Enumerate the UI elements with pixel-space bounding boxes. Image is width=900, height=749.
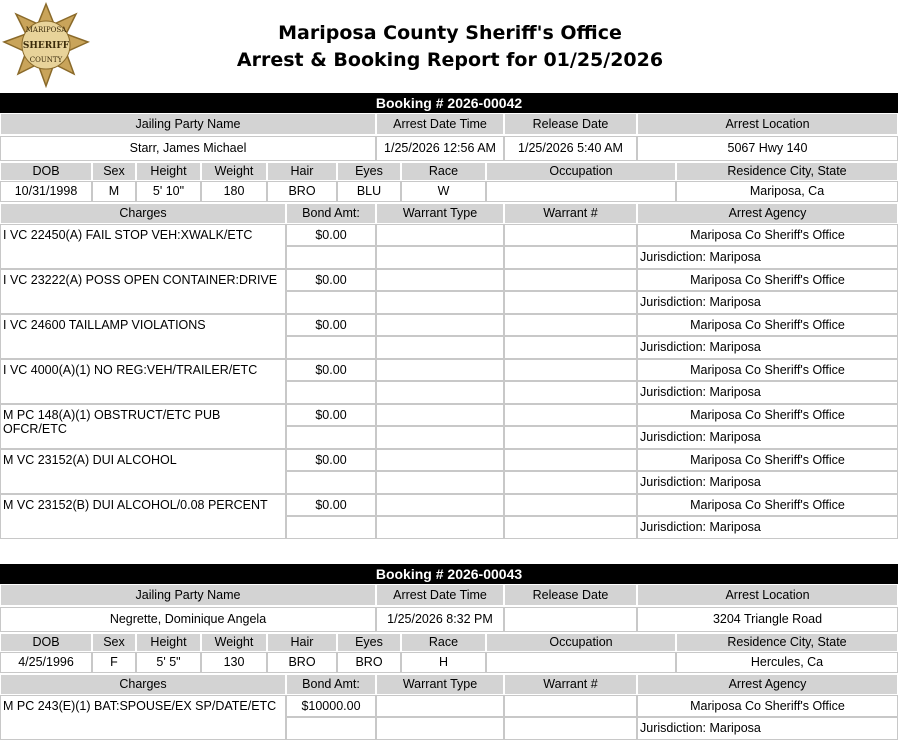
jurisdiction-value: Jurisdiction: Mariposa	[637, 246, 898, 269]
jurisdiction-spacer	[504, 717, 637, 740]
occupation-value	[486, 181, 676, 202]
arrest-date-time: 1/25/2026 12:56 AM	[376, 136, 504, 161]
weight-header: Weight	[201, 633, 267, 652]
residence-header: Residence City, State	[676, 633, 898, 652]
jailing-party-header: Jailing Party Name	[0, 584, 376, 606]
jurisdiction-value: Jurisdiction: Mariposa	[637, 426, 898, 449]
eyes-header: Eyes	[337, 633, 401, 652]
jurisdiction-spacer	[504, 246, 637, 269]
warrant-type-value	[376, 695, 504, 717]
warrant-type-blank	[376, 246, 504, 269]
warrant-type-blank	[376, 381, 504, 404]
arrest-agency-value: Mariposa Co Sheriff's Office	[637, 494, 898, 516]
charge-description: M VC 23152(A) DUI ALCOHOL	[0, 449, 286, 494]
warrant-type-blank	[376, 717, 504, 740]
dob-value: 4/25/1996	[0, 652, 92, 673]
occupation-header: Occupation	[486, 162, 676, 181]
bond-amount-blank	[286, 516, 376, 539]
charges-header: Charges	[0, 203, 286, 224]
warrant-type-value	[376, 449, 504, 471]
height-value: 5' 10"	[136, 181, 201, 202]
occupation-value	[486, 652, 676, 673]
warrant-number-value	[504, 494, 637, 516]
warrant-type-blank	[376, 471, 504, 494]
jailing-party-name: Negrette, Dominique Angela	[0, 607, 376, 632]
arrest-location: 3204 Triangle Road	[637, 607, 898, 632]
bond-header: Bond Amt:	[286, 203, 376, 224]
residence-value: Hercules, Ca	[676, 652, 898, 673]
arrest-agency-value: Mariposa Co Sheriff's Office	[637, 404, 898, 426]
arrest-agency-value: Mariposa Co Sheriff's Office	[637, 314, 898, 336]
dob-header: DOB	[0, 633, 92, 652]
warrant-number-value	[504, 224, 637, 246]
charge-description: I VC 4000(A)(1) NO REG:VEH/TRAILER/ETC	[0, 359, 286, 404]
height-header: Height	[136, 162, 201, 181]
sex-value: F	[92, 652, 136, 673]
charge-description: M PC 243(E)(1) BAT:SPOUSE/EX SP/DATE/ETC	[0, 695, 286, 740]
arrest-location-header: Arrest Location	[637, 113, 898, 135]
arrest-agency-value: Mariposa Co Sheriff's Office	[637, 269, 898, 291]
warrant-type-value	[376, 359, 504, 381]
weight-header: Weight	[201, 162, 267, 181]
bond-amount-blank	[286, 246, 376, 269]
bond-amount-blank	[286, 717, 376, 740]
arrest-agency-header: Arrest Agency	[637, 674, 898, 695]
residence-value: Mariposa, Ca	[676, 181, 898, 202]
charge-description: I VC 22450(A) FAIL STOP VEH:XWALK/ETC	[0, 224, 286, 269]
race-value: W	[401, 181, 486, 202]
charge-description: M PC 148(A)(1) OBSTRUCT/ETC PUB OFCR/ETC	[0, 404, 286, 449]
release-date	[504, 607, 637, 632]
jurisdiction-spacer	[504, 336, 637, 359]
arrest-location-header: Arrest Location	[637, 584, 898, 606]
bond-amount: $10000.00	[286, 695, 376, 717]
warrant-number-value	[504, 269, 637, 291]
jurisdiction-spacer	[504, 516, 637, 539]
race-value: H	[401, 652, 486, 673]
warrant-number-header: Warrant #	[504, 674, 637, 695]
arrest-agency-value: Mariposa Co Sheriff's Office	[637, 449, 898, 471]
bond-amount: $0.00	[286, 359, 376, 381]
warrant-number-value	[504, 449, 637, 471]
svg-text:MARIPOSA: MARIPOSA	[25, 26, 67, 34]
jurisdiction-value: Jurisdiction: Mariposa	[637, 381, 898, 404]
jurisdiction-value: Jurisdiction: Mariposa	[637, 291, 898, 314]
jurisdiction-spacer	[504, 291, 637, 314]
bond-amount-blank	[286, 426, 376, 449]
warrant-number-value	[504, 359, 637, 381]
booking-number-bar: Booking # 2026-00043	[0, 564, 898, 584]
race-header: Race	[401, 633, 486, 652]
hair-value: BRO	[267, 181, 337, 202]
arrest-date-time: 1/25/2026 8:32 PM	[376, 607, 504, 632]
bond-amount-blank	[286, 336, 376, 359]
height-value: 5' 5"	[136, 652, 201, 673]
warrant-number-header: Warrant #	[504, 203, 637, 224]
bond-amount: $0.00	[286, 224, 376, 246]
bond-amount: $0.00	[286, 314, 376, 336]
warrant-type-blank	[376, 291, 504, 314]
hair-value: BRO	[267, 652, 337, 673]
sex-value: M	[92, 181, 136, 202]
warrant-type-value	[376, 269, 504, 291]
arrest-date-header: Arrest Date Time	[376, 113, 504, 135]
race-header: Race	[401, 162, 486, 181]
jurisdiction-value: Jurisdiction: Mariposa	[637, 717, 898, 740]
charge-description: M VC 23152(B) DUI ALCOHOL/0.08 PERCENT	[0, 494, 286, 539]
dob-header: DOB	[0, 162, 92, 181]
bond-amount-blank	[286, 471, 376, 494]
release-date-header: Release Date	[504, 584, 637, 606]
eyes-header: Eyes	[337, 162, 401, 181]
hair-header: Hair	[267, 162, 337, 181]
report-subtitle: Arrest & Booking Report for 01/25/2026	[236, 49, 664, 71]
arrest-date-header: Arrest Date Time	[376, 584, 504, 606]
charge-description: I VC 23222(A) POSS OPEN CONTAINER:DRIVE	[0, 269, 286, 314]
warrant-type-header: Warrant Type	[376, 674, 504, 695]
sheriff-star-badge-icon	[2, 2, 90, 88]
dob-value: 10/31/1998	[0, 181, 92, 202]
jurisdiction-value: Jurisdiction: Mariposa	[637, 471, 898, 494]
warrant-type-blank	[376, 336, 504, 359]
bond-header: Bond Amt:	[286, 674, 376, 695]
warrant-number-value	[504, 314, 637, 336]
release-date-header: Release Date	[504, 113, 637, 135]
arrest-agency-value: Mariposa Co Sheriff's Office	[637, 359, 898, 381]
occupation-header: Occupation	[486, 633, 676, 652]
jurisdiction-spacer	[504, 381, 637, 404]
warrant-type-value	[376, 494, 504, 516]
weight-value: 180	[201, 181, 267, 202]
charge-description: I VC 24600 TAILLAMP VIOLATIONS	[0, 314, 286, 359]
svg-text:SHERIFF: SHERIFF	[22, 41, 70, 51]
bond-amount: $0.00	[286, 449, 376, 471]
bond-amount: $0.00	[286, 269, 376, 291]
sex-header: Sex	[92, 162, 136, 181]
report-title: Mariposa County Sheriff's Office	[278, 22, 622, 44]
eyes-value: BLU	[337, 181, 401, 202]
arrest-agency-value: Mariposa Co Sheriff's Office	[637, 224, 898, 246]
svg-text:COUNTY: COUNTY	[29, 56, 63, 64]
release-date: 1/25/2026 5:40 AM	[504, 136, 637, 161]
eyes-value: BRO	[337, 652, 401, 673]
bond-amount: $0.00	[286, 404, 376, 426]
weight-value: 130	[201, 652, 267, 673]
warrant-number-value	[504, 404, 637, 426]
bond-amount: $0.00	[286, 494, 376, 516]
jurisdiction-value: Jurisdiction: Mariposa	[637, 336, 898, 359]
warrant-type-header: Warrant Type	[376, 203, 504, 224]
arrest-agency-header: Arrest Agency	[637, 203, 898, 224]
height-header: Height	[136, 633, 201, 652]
hair-header: Hair	[267, 633, 337, 652]
charges-header: Charges	[0, 674, 286, 695]
jailing-party-name: Starr, James Michael	[0, 136, 376, 161]
booking-number-bar: Booking # 2026-00042	[0, 93, 898, 113]
jailing-party-header: Jailing Party Name	[0, 113, 376, 135]
warrant-type-blank	[376, 426, 504, 449]
warrant-number-value	[504, 695, 637, 717]
warrant-type-value	[376, 314, 504, 336]
arrest-agency-value: Mariposa Co Sheriff's Office	[637, 695, 898, 717]
jurisdiction-value: Jurisdiction: Mariposa	[637, 516, 898, 539]
bond-amount-blank	[286, 291, 376, 314]
report-header	[0, 0, 900, 90]
bond-amount-blank	[286, 381, 376, 404]
warrant-type-value	[376, 404, 504, 426]
arrest-location: 5067 Hwy 140	[637, 136, 898, 161]
residence-header: Residence City, State	[676, 162, 898, 181]
jurisdiction-spacer	[504, 471, 637, 494]
warrant-type-value	[376, 224, 504, 246]
jurisdiction-spacer	[504, 426, 637, 449]
sex-header: Sex	[92, 633, 136, 652]
warrant-type-blank	[376, 516, 504, 539]
